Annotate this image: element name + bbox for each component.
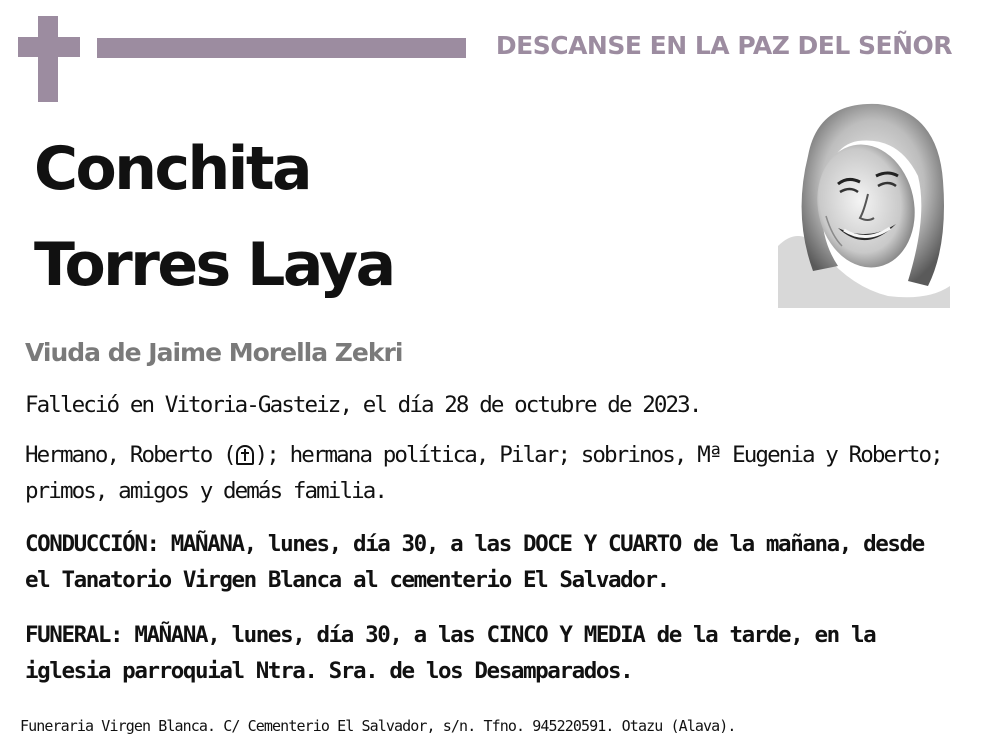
funeral-home-footer: Funeraria Virgen Blanca. C/ Cementerio El Salvador, s/n. Tfno. 945220591. Otazu (Alava). xyxy=(20,717,736,735)
portrait-image xyxy=(778,96,950,308)
funeral-paragraph: FUNERAL: MAÑANA, lunes, día 30, a las CINCO Y MEDIA de la tarde, en la iglesia parroquial Ntra. Sra. de los Desamparados. xyxy=(25,622,876,684)
portrait-photo xyxy=(778,96,950,308)
cross-icon xyxy=(18,16,80,102)
deceased-surnames: Torres Laya xyxy=(34,230,394,300)
cross-horizontal-bar xyxy=(18,37,80,57)
conduction-paragraph: CONDUCCIÓN: MAÑANA, lunes, día 30, a las DOCE Y CUARTO de la mañana, desde el Tanatorio Virgen Blanca al cementerio El Salvador. xyxy=(25,531,924,593)
widow-of-line: Viuda de Jaime Morella Zekri xyxy=(25,338,403,367)
death-notice: Falleció en Vitoria-Gasteiz, el día 28 de octubre de 2023. xyxy=(25,392,701,418)
family-paragraph xyxy=(25,437,960,509)
cross-vertical-bar xyxy=(38,16,58,102)
header-rule xyxy=(97,38,466,58)
cross-icon xyxy=(236,445,254,465)
deceased-first-name: Conchita xyxy=(34,134,310,204)
header-title: DESCANSE EN LA PAZ DEL SEÑOR xyxy=(495,31,952,60)
family-text-start: Hermano, Roberto ( xyxy=(25,442,235,468)
family-text-end: ); hermana política, Pilar; sobrinos, Mª Eugenia y Roberto; primos, amigos y demás familia. xyxy=(25,442,942,504)
